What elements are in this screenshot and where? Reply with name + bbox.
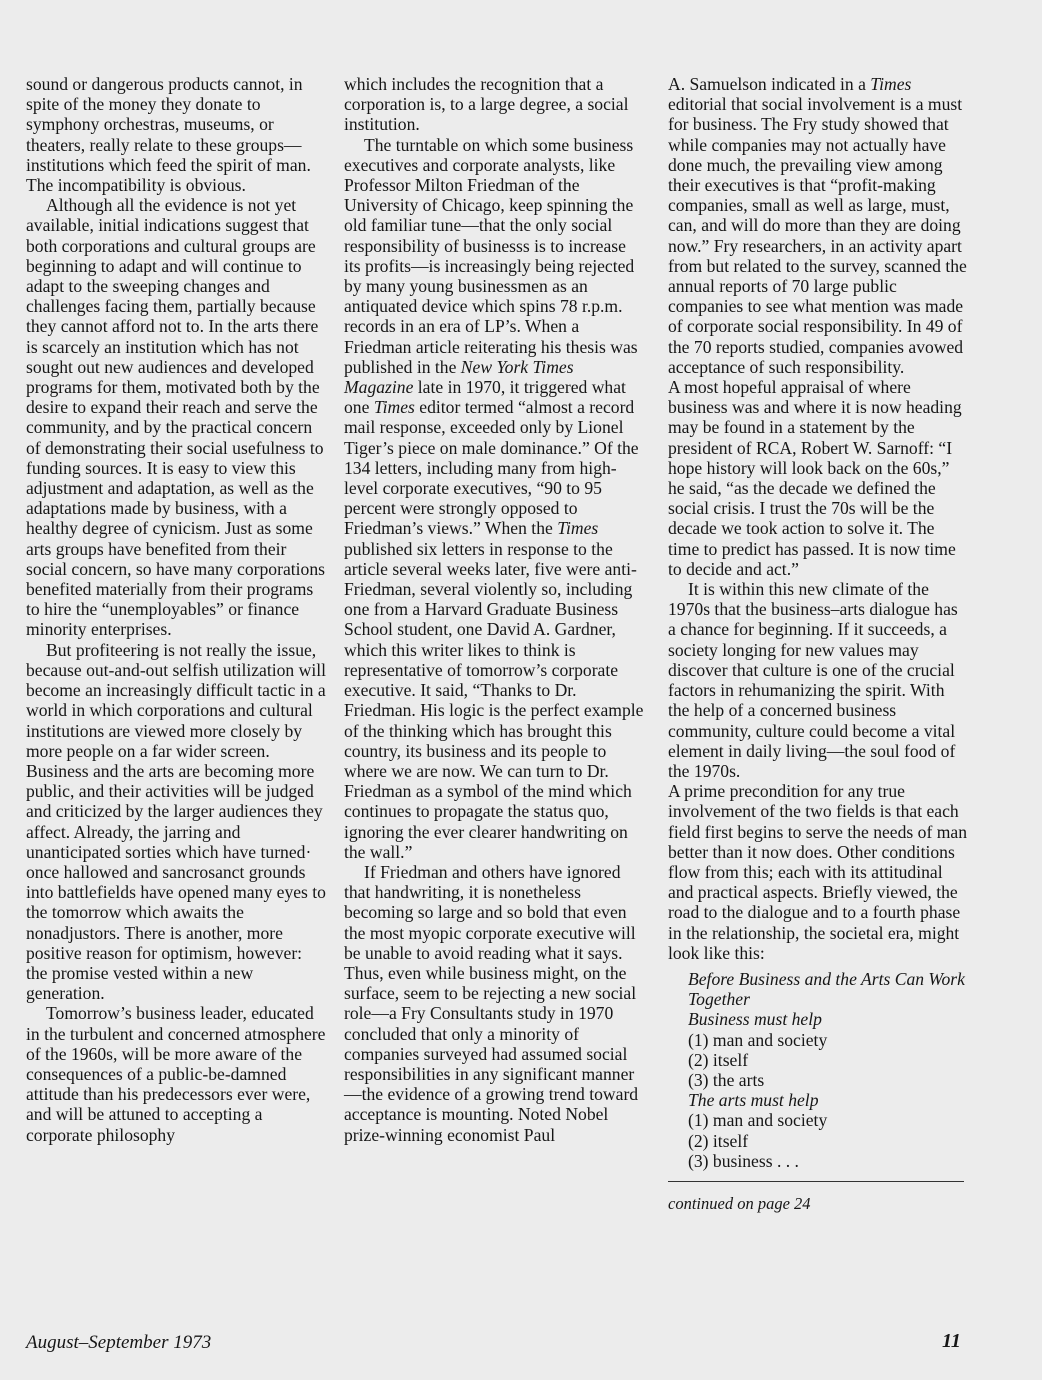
divider-rule [668,1181,964,1182]
publication-title: Times [870,74,912,94]
publication-title: Times [373,397,415,418]
paragraph: which includes the recognition that a corporation is, to a large degree, a social institution. [344,74,629,135]
publication-title: Times [557,518,599,539]
text-run: published six letters in response to the article several weeks later, five were anti-Friedman, several violently so, including one from a Harvard Graduate Business School student, one David A. Gardner, which this writer likes to think is representative of tomorrow’s corporate executive. It said, “Thanks to Dr. Friedman. His logic is the perfect example of the thinking which has brought this country, its business and its people to where we are now. We can turn to Dr. Friedman as a symbol of the mind which continues to propagate the status quo, ignoring the ever clearer handwriting on the wall.” [344,538,644,862]
list-item: (1) man and society [688,1110,828,1131]
text-run: editorial that social involvement is a must for business. The Fry study showed that while companies may not actually have done much, the prevailing view among their executives is that “profit-making companies, small as well as large, must, can, and will do more than they are doing now.” Fry researchers, in an activity apart from but related to the survey, scanned the annual reports of 70 large public companies to see what mention was made of corporate social responsibility. In 49 of the 70 reports studied, companies avowed acceptance of such responsibility. [668,94,967,377]
text-run: A. Samuelson indicated in a [668,74,871,94]
business-heading [668,1009,968,1029]
paragraph: sound or dangerous products cannot, in spite of the money they donate to symphony orchestras, museums, or theaters, really relate to these groups—institutions which feed the spirit of man. The incompatibility is obvious. [26,74,311,196]
text-column-2 [344,74,644,1145]
paragraph [344,135,644,862]
list-item: (2) itself [688,1049,749,1070]
paragraph: It is within this new climate of the 1970s that the business–arts dialogue has a chance for beginning. If it succeeds, a society longing for new values may discover that culture is one of the crucial factors in rehumanizing the spirit. With the help of a concerned business community, culture could become a vital element in daily living—the soul food of the 1970s. [668,579,958,781]
text-run: editor termed “almost a record mail response, exceeded only by Lionel Tiger’s piece on male dominance.” Of the 134 letters, including many from high-level corporate executives, “90 to 95 percent were strongly opposed to Friedman’s views.” When the [344,397,639,539]
page-number: 11 [942,1330,961,1352]
list-heading [668,969,968,1009]
paragraph: But profiteering is not really the issue, because out-and-out selfish utilization will become an increasingly difficult tactic in a world in which corporations and cultural institutions are viewed more closely by more people on a far wider screen. Business and the arts are becoming more public, and their activities will be judged and criticized by the larger audiences they affect. Already, the jarring and unanticipated sorties which have turned· once hallowed and sancrosanct grounds into battlefields have opened many eyes to the tomorrow which awaits the nonadjustors. There is another, more positive reason for optimism, however: the promise vested within a new generation. [26,639,326,1004]
paragraph: A most hopeful appraisal of where business was and where it is now heading may be found in a statement by the president of RCA, Robert W. Sarnoff: “I hope history will look back on the 60s,” he said, “as the decade we defined the social crisis. I trust the 70s will be the decade we took action to solve it. The time to predict has passed. It is now time to decide and act.” [668,377,962,579]
publication-title: New York Times Magazine [344,356,574,398]
paragraph: Although all the evidence is not yet available, initial indications suggest that both corporations and cultural groups are beginning to adapt and will continue to adapt to the sweeping changes and challenges facing them, partially because they cannot afford not to. In the arts there is scarcely an institution which has not sought out new audiences and developed programs for them, motivated both by the desire to expand their reach and serve the community, and by the practical concern of demonstrating their social usefulness to funding sources. It is easy to view this adjustment and adaptation, as well as the adaptations made by business, with a healthy degree of cynicism. Just as some arts groups have benefited from their social concern, so have many corporations benefited materially from their programs to hire the “unemployables” or finance minority enterprises. [26,195,325,640]
text-column-3 [668,74,968,1214]
text-run: late in 1970, it triggered what one [344,377,626,418]
text-column-1 [26,74,326,1145]
list-item: (3) the arts [688,1069,765,1090]
issue-date: August–September 1973 [26,1332,212,1353]
list-heading-text: Before Business and the Arts Can Work Together [688,968,965,1010]
paragraph: Tomorrow’s business leader, educated in the turbulent and concerned atmosphere of the 1960s, will be more aware of the consequences of a public-be-damned attitude than his predecessors ever were, and will be attuned to accepting a corporate philosophy [26,1003,326,1145]
arts-heading [668,1090,968,1110]
list-item: (3) business . . . [688,1150,799,1171]
continued-note[interactable]: continued on page 24 [668,1193,811,1213]
arts-heading-text: The arts must help [688,1090,819,1111]
paragraph: A prime precondition for any true involvement of the two fields is that each field first begins to serve the needs of man better than it now does. Other conditions flow from this; each with its attitudinal and practical aspects. Briefly viewed, the road to the dialogue and to a fourth phase in the relationship, the societal era, might look like this: [668,781,968,963]
paragraph: If Friedman and others have ignored that handwriting, it is nonetheless becoming so large and so bold that even the most myopic corporate executive will be unable to avoid reading what it says. Thus, even while business might, on the surface, seem to be rejecting a new social role—a Fry Consultants study in 1970 concluded that only a minority of companies surveyed had assumed social responsibilities in any significant manner—the evidence of a growing trend toward acceptance is mounting. Noted Nobel prize-winning economist Paul [344,861,639,1145]
list-item: (1) man and society [688,1029,828,1050]
list-item: (2) itself [688,1130,749,1151]
text-run: The turntable on which some business executives and corporate analysts, like Professor Milton Friedman of the University of Chicago, keep spinning the old familiar tune—that the only social responsibility of businesss is to increase its profits—is increasingly being rejected by many young businessmen as an antiquated device which spins 78 r.p.m. records in an era of LP’s. When a Friedman article reiterating his thesis was published in the [344,134,638,377]
business-heading-text: Business must help [688,1009,822,1030]
paragraph [668,74,968,377]
